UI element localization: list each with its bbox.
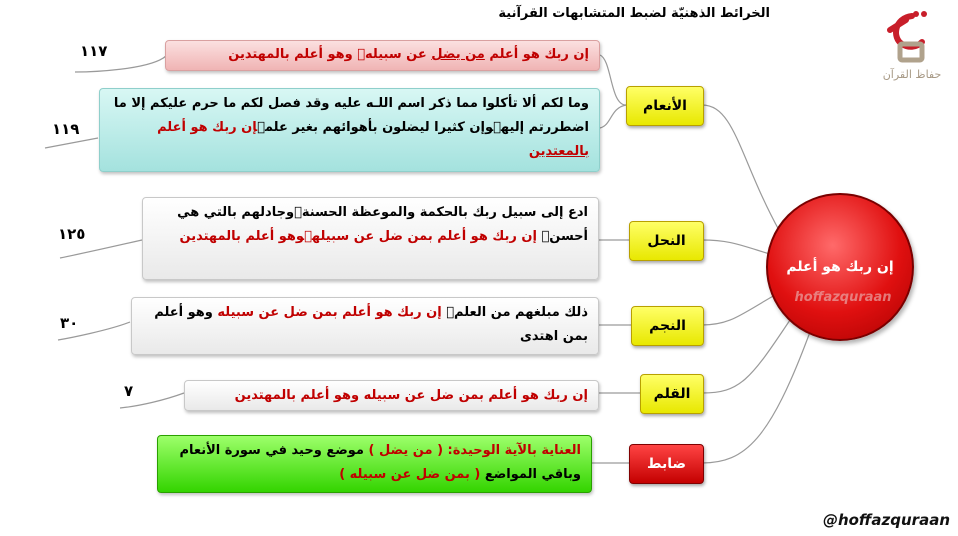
verse-text (235, 388, 588, 403)
text-segment: إن ربك هو أعلم بمن ضل عن سبيله وهو أعلم بالمهتدين (234, 388, 588, 403)
text-segment: موضع وحيد في سورة الأنعام وباقي المواضع (179, 443, 581, 482)
text-segment: ( من يضل ) (368, 443, 444, 458)
text-segment: ( بمن ضل عن سبيله ) (339, 467, 481, 482)
logo-icon (882, 8, 942, 66)
text-segment: وهو أعلم بالمهتدين (228, 47, 358, 62)
brand-logo (882, 8, 942, 66)
verse-box (142, 197, 599, 280)
text-segment: وهو أعلم بالمهتدين (179, 229, 305, 244)
branch-label: النجم (649, 318, 686, 334)
rule-text (179, 443, 581, 482)
social-handle: @hoffazquraan (822, 511, 950, 529)
page-title: الخرائط الذهنيّة لضبط المتشابهات القرآنية (498, 6, 770, 21)
branch-label: النحل (647, 233, 686, 249)
rule-box (157, 435, 592, 493)
text-segment: العناية بالآية الوحيدة: (443, 443, 581, 458)
verse-number: ١١٩ (52, 120, 80, 138)
branch-an-nahl (629, 221, 704, 261)
branch-al-qalam (640, 374, 704, 414)
central-node-label: إن ربك هو أعلم (786, 259, 894, 275)
text-segment: ادع إلى سبيل ربك بالحكمة والموعظة الحسنة (294, 205, 588, 220)
text-segment: إن ربك هو أعلم (157, 120, 258, 135)
text-segment: وما لكم ألا تأكلوا مما ذكر اسم اللـه عليه وقد فصل لكم ما حرم عليكم إلا ما اضطررتم إليه (113, 96, 589, 135)
text-segment: ذلك مبلغهم من العلم (446, 305, 588, 320)
text-segment: وجادلهم بالتي هي أحسن (177, 205, 588, 244)
verse-box (184, 380, 599, 411)
verse-text (177, 205, 588, 244)
central-node (766, 193, 914, 341)
watermark: hoffazquraan (794, 290, 892, 305)
rule-label-text: ضابط (646, 456, 687, 472)
verse-number: ٧ (124, 382, 134, 400)
verse-text (154, 305, 588, 344)
verse-text (228, 47, 589, 62)
verse-number: ١١٧ (80, 42, 108, 60)
verse-text (114, 96, 589, 159)
text-segment: بالمعتدين (528, 144, 589, 159)
brand-name: حفاظ القرآن (882, 68, 942, 81)
branch-an-najm (631, 306, 704, 346)
rule-label (629, 444, 704, 484)
text-segment: وهو أعلم بمن اهتدى (154, 305, 588, 344)
verse-box (99, 88, 600, 172)
verse-box (165, 40, 600, 71)
text-segment: إن ربك هو أعلم بمن ضل عن سبيله (217, 305, 447, 320)
text-segment: إن ربك هو أعلم بمن ضل عن سبيله (304, 229, 542, 244)
branch-label: القلم (653, 386, 691, 402)
verse-number: ١٢٥ (58, 225, 86, 243)
branch-label: الأنعام (643, 98, 687, 114)
text-segment: إن ربك هو أعلم (484, 47, 589, 62)
verse-box (131, 297, 599, 355)
verse-number: ٣٠ (60, 314, 79, 332)
text-segment: عن سبيله (357, 47, 432, 62)
text-segment: وإن كثيرا ليضلون بأهوائهم بغير علم (257, 120, 494, 135)
branch-al-anam (626, 86, 704, 126)
text-segment: من يضل (431, 47, 485, 62)
